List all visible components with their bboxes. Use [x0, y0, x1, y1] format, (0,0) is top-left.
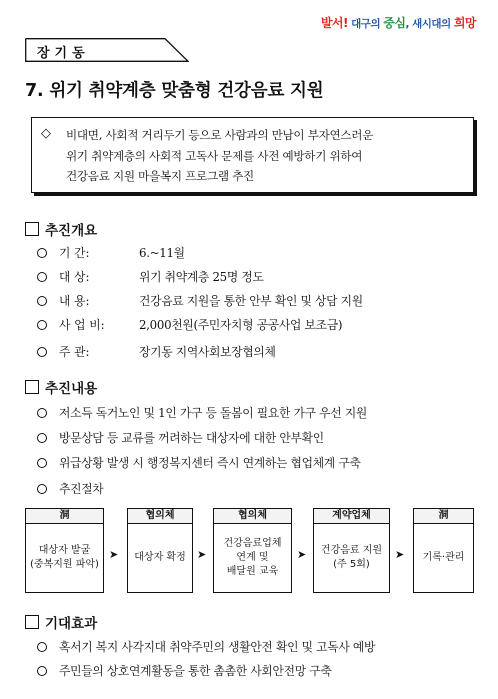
- procedure-step-5: [413, 508, 474, 593]
- overview-item-target: [37, 268, 264, 285]
- procedure-step-body: [214, 524, 291, 592]
- overview-heading-text: 추진개요: [45, 223, 98, 239]
- content-section: [25, 377, 97, 397]
- checkbox-square-icon: [25, 222, 39, 236]
- procedure-step-line: 배달원 교육: [226, 566, 279, 577]
- procedure-step-header: 계약업체: [314, 509, 389, 524]
- overview-item-label: 내 용:: [59, 294, 90, 308]
- procedure-step-line: 연계 및: [236, 552, 269, 563]
- procedure-step-line: 건강음료 지원: [320, 545, 383, 556]
- procedure-step-3: [213, 508, 292, 593]
- procedure-step-line: 기록·관리: [422, 552, 465, 563]
- procedure-step-1: [25, 508, 104, 593]
- circle-bullet-icon: [37, 666, 47, 676]
- circle-bullet-icon: [37, 296, 47, 306]
- overview-item-label: 기 간:: [59, 246, 90, 260]
- slogan-part-3: 중심: [383, 16, 406, 30]
- procedure-step-header: 洞: [414, 509, 473, 524]
- diamond-bullet-icon: ◇: [41, 126, 51, 141]
- procedure-step-2: [127, 508, 193, 593]
- summary-line-2: 위기 취약계층의 사회적 고독사 문제를 사전 예방하기 위하여: [66, 148, 363, 163]
- arrow-right-icon: ➤: [395, 548, 405, 561]
- overview-item-value: 2,000천원(주민자치형 공공사업 보조금): [139, 318, 343, 332]
- circle-bullet-icon: [37, 320, 47, 330]
- procedure-step-body: [26, 524, 103, 592]
- content-item: [37, 480, 103, 497]
- content-item: [37, 404, 367, 421]
- summary-line-1: 비대면, 사회적 거리두기 등으로 사람과의 만남이 부자연스러운: [66, 128, 374, 142]
- overview-heading: [25, 219, 97, 239]
- summary-box: [31, 117, 474, 193]
- slogan-part-4: , 새시대의: [405, 18, 454, 30]
- overview-item-label: 사 업 비:: [59, 318, 105, 332]
- procedure-step-4: [313, 508, 390, 593]
- procedure-step-header: 협의체: [128, 509, 192, 524]
- page-title: 7. 위기 취약계층 맞춤형 건강음료 지원: [25, 81, 324, 101]
- procedure-step-line: 대상자 확정: [134, 552, 186, 563]
- overview-item-value: 건강음료 지원을 통한 안부 확인 및 상담 지원: [139, 294, 363, 308]
- content-item-text: 위급상황 발생 시 행정복지센터 즉시 연계하는 협업체계 구축: [59, 456, 361, 470]
- circle-bullet-icon: [37, 642, 47, 652]
- overview-item-period: [37, 244, 185, 261]
- slogan: [321, 14, 476, 31]
- content-item: [37, 429, 324, 446]
- procedure-step-line: 대상자 발굴: [38, 545, 91, 556]
- overview-item-budget: [37, 316, 342, 333]
- effects-item-text: 혹서기 복지 사각지대 취약주민의 생활안전 확인 및 고독사 예방: [59, 640, 376, 654]
- dong-name: 장기동: [37, 46, 90, 61]
- slogan-part-2: 대구의: [348, 18, 384, 30]
- content-heading-text: 추진내용: [45, 381, 98, 397]
- dong-tag: [25, 38, 189, 62]
- circle-bullet-icon: [37, 484, 47, 494]
- procedure-step-line: (주 5회): [333, 559, 370, 570]
- effects-heading: [25, 612, 97, 632]
- content-item-text: 방문상담 등 교류를 꺼려하는 대상자에 대한 안부확인: [59, 431, 324, 445]
- summary-line-3: 건강음료 지원 마을복지 프로그램 추진: [66, 169, 254, 183]
- overview-item-host: [37, 343, 276, 360]
- overview-item-label: 주 관:: [59, 345, 90, 359]
- arrow-right-icon: ➤: [109, 548, 119, 561]
- overview-item-value: 6.~11월: [139, 246, 185, 260]
- content-heading: [25, 377, 97, 397]
- effects-item: [37, 638, 375, 655]
- checkbox-square-icon: [25, 380, 39, 394]
- content-item-text: 저소득 독거노인 및 1인 가구 등 돌봄이 필요한 가구 우선 지원: [59, 406, 368, 420]
- procedure-step-body: [414, 524, 473, 592]
- slogan-part-1: 발서!: [320, 16, 348, 30]
- circle-bullet-icon: [37, 248, 47, 258]
- procedure-step-body: [128, 524, 192, 592]
- effects-item-text: 주민들의 상호연계활동을 통한 촘촘한 사회안전망 구축: [59, 664, 332, 678]
- checkbox-square-icon: [25, 615, 39, 629]
- content-item-text: 추진절차: [59, 482, 104, 496]
- effects-heading-text: 기대효과: [45, 616, 98, 632]
- circle-bullet-icon: [37, 408, 47, 418]
- circle-bullet-icon: [37, 458, 47, 468]
- overview-item-label: 대 상:: [59, 270, 90, 284]
- effects-section: [25, 612, 97, 632]
- overview-item-value: 장기동 지역사회보장협의체: [139, 345, 276, 359]
- slogan-part-5: 희망: [453, 16, 476, 30]
- content-item: [37, 454, 361, 471]
- procedure-step-header: 협의체: [214, 509, 291, 524]
- procedure-step-line: 건강음료업체: [223, 538, 282, 549]
- procedure-step-body: [314, 524, 389, 592]
- overview-section: [25, 219, 97, 239]
- overview-item-value: 위기 취약계층 25명 정도: [139, 270, 264, 284]
- procedure-step-header: 洞: [26, 509, 103, 524]
- circle-bullet-icon: [37, 433, 47, 443]
- arrow-right-icon: ➤: [297, 548, 307, 561]
- circle-bullet-icon: [37, 347, 47, 357]
- procedure-step-line: (중복지원 파악): [30, 559, 99, 570]
- circle-bullet-icon: [37, 272, 47, 282]
- overview-item-content: [37, 292, 363, 309]
- effects-item: [37, 662, 331, 679]
- arrow-right-icon: ➤: [197, 548, 207, 561]
